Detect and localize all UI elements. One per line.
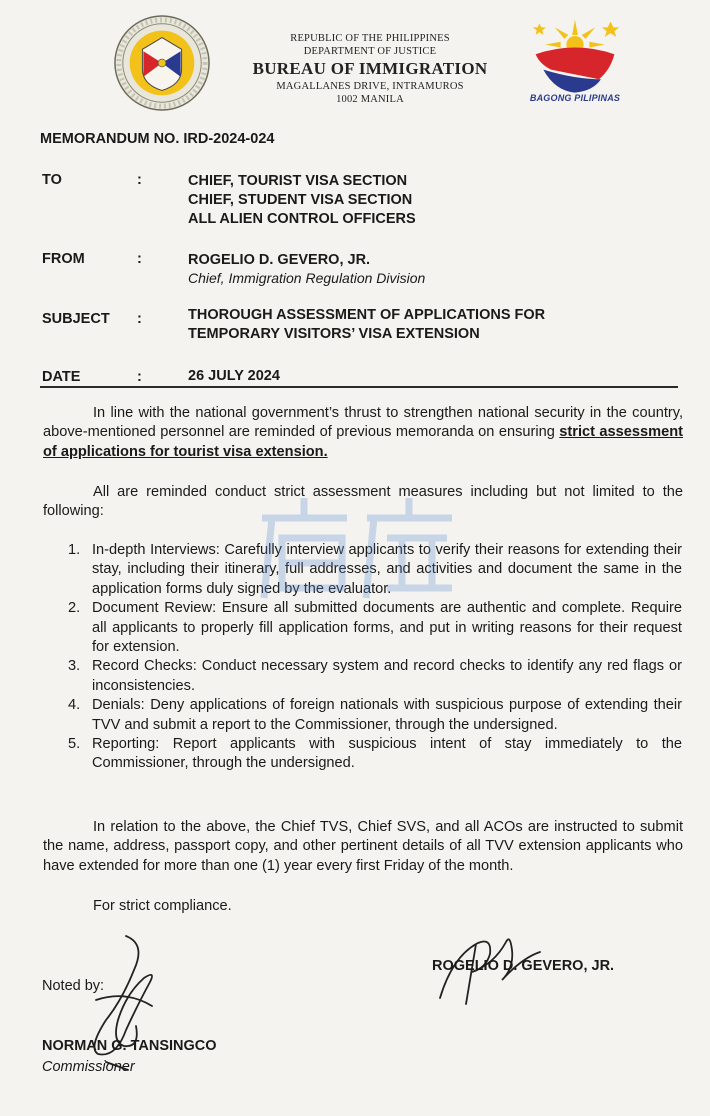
list-item-text: Reporting: Report applicants with suspicious intent of stay immediately to the Commissioner, through the undersigned. bbox=[92, 736, 682, 772]
bureau-of-immigration-seal-icon bbox=[113, 14, 211, 112]
watermark-icon bbox=[252, 488, 462, 608]
subject-line-1: THOROUGH ASSESSMENT OF APPLICATIONS FOR bbox=[188, 307, 546, 323]
memorandum-number: MEMORANDUM NO. IRD-2024-024 bbox=[40, 131, 275, 147]
to-recipient-2: CHIEF, STUDENT VISA SECTION bbox=[188, 192, 413, 208]
to-recipient-1: CHIEF, TOURIST VISA SECTION bbox=[188, 173, 408, 189]
letterhead bbox=[220, 32, 520, 106]
letterhead-address-2: 1002 MANILA bbox=[336, 94, 404, 105]
list-item-number: 5. bbox=[68, 736, 81, 753]
date-colon: : bbox=[137, 369, 142, 385]
bagong-pilipinas-caption: BAGONG PILIPINAS bbox=[529, 93, 621, 103]
subject-line-2: TEMPORARY VISITORS’ VISA EXTENSION bbox=[188, 326, 480, 342]
list-item-number: 1. bbox=[68, 542, 81, 558]
letterhead-address-1: MAGALLANES DRIVE, INTRAMUROS bbox=[276, 81, 464, 92]
letterhead-republic: REPUBLIC OF THE PHILIPPINES bbox=[290, 33, 450, 44]
list-item-number: 2. bbox=[68, 600, 81, 617]
date-label: DATE bbox=[42, 369, 81, 385]
list-item-text: Denials: Deny applications of foreign nationals with suspicious purpose of extending their TVV and submit a report to the Commissioner, through the undersigned. bbox=[92, 697, 682, 733]
from-label: FROM bbox=[42, 251, 85, 267]
subject-colon: : bbox=[137, 311, 142, 327]
list-item bbox=[68, 735, 682, 774]
header-divider bbox=[40, 386, 678, 388]
date-value: 26 JULY 2024 bbox=[188, 368, 280, 384]
list-item bbox=[68, 657, 682, 696]
list-item-text: Record Checks: Conduct necessary system and record checks to identify any red flags or inconsistencies. bbox=[92, 658, 682, 694]
letterhead-agency: BUREAU OF IMMIGRATION bbox=[252, 59, 488, 78]
subject-text bbox=[188, 306, 545, 344]
body-paragraph-1 bbox=[43, 404, 683, 462]
from-title: Chief, Immigration Regulation Division bbox=[188, 270, 426, 286]
from-name: ROGELIO D. GEVERO, JR. bbox=[188, 252, 371, 268]
list-item-text: In-depth Interviews: Carefully interview applicants to verify their reasons for extending their stay, including their itinerary, full addresses, and activities and document the same in the application forms duly signed by the evaluator. bbox=[92, 542, 682, 597]
to-recipients bbox=[188, 172, 416, 229]
noter-title: Commissioner bbox=[42, 1059, 135, 1075]
to-label: TO bbox=[42, 172, 62, 188]
noted-by-label: Noted by: bbox=[42, 978, 105, 994]
noter-name: NORMAN G. TANSINGCO bbox=[42, 1038, 217, 1054]
signer-name: ROGELIO D. GEVERO, JR. bbox=[432, 958, 615, 974]
letterhead-department: DEPARTMENT OF JUSTICE bbox=[303, 46, 437, 57]
subject-label: SUBJECT bbox=[42, 311, 110, 327]
to-colon: : bbox=[137, 172, 142, 188]
body-paragraph-3: In relation to the above, the Chief TVS, Chief SVS, and all ACOs are instructed to submit the name, address, passport copy, and other pertinent details of all TVV extension applicants who have extended for more than one (1) year every first Friday of the month. bbox=[43, 819, 683, 874]
to-recipient-3: ALL ALIEN CONTROL OFFICERS bbox=[188, 211, 416, 227]
body-paragraph-1-text: In line with the national government’s thrust to strengthen national security in the country, above-mentioned personnel are reminded of previous memoranda on ensuring bbox=[43, 405, 683, 441]
noter-signature-icon bbox=[66, 930, 166, 1080]
list-item-number: 3. bbox=[68, 658, 81, 675]
from-colon: : bbox=[137, 251, 142, 267]
body-paragraph-1-emphasis: strict assessment of applications for tourist visa extension. bbox=[43, 424, 683, 460]
list-item-text: Document Review: Ensure all submitted documents are authentic and complete. Require all applicants to properly fill application forms, and put in writing reasons for their request for extension. bbox=[92, 600, 682, 656]
body-paragraph-4: For strict compliance. bbox=[93, 898, 232, 914]
list-item bbox=[68, 696, 682, 735]
list-item-number: 4. bbox=[68, 697, 81, 714]
body-paragraph-2: All are reminded conduct strict assessment measures including but not limited to the following: bbox=[43, 484, 683, 520]
